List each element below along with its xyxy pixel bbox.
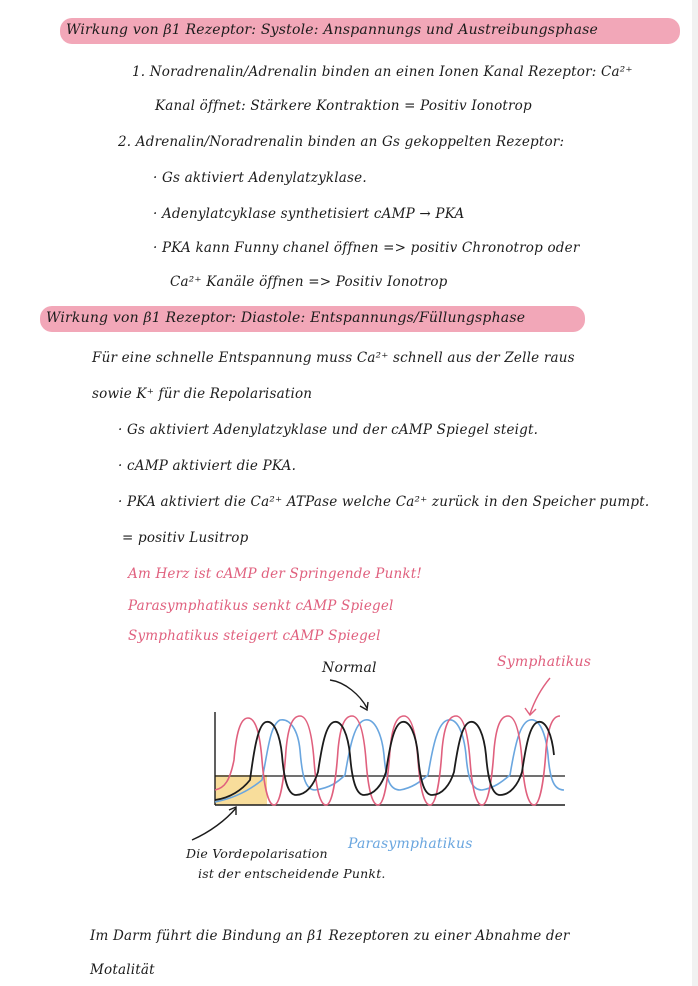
item2-bullet2: · Adenylatcyklase synthetisiert cAMP → PKA xyxy=(153,206,465,222)
label-normal: Normal xyxy=(322,660,377,676)
item2-bullet1: · Gs aktiviert Adenylatzyklase. xyxy=(153,170,367,186)
scrollbar[interactable] xyxy=(692,0,698,986)
diastole-bullet3-cont: = positiv Lusitrop xyxy=(122,530,249,546)
heading-systole: Wirkung von β1 Rezeptor: Systole: Anspannungs und Austreibungsphase xyxy=(66,22,598,38)
diastole-bullet3: · PKA aktiviert die Ca²⁺ ATPase welche Ca²⁺ zurück in den Speicher pumpt. xyxy=(118,494,650,510)
pink-note3: Symphatikus steigert cAMP Spiegel xyxy=(128,628,381,644)
diastole-bullet2: · cAMP aktiviert die PKA. xyxy=(118,458,297,474)
item1-line2: Kanal öffnet: Stärkere Kontraktion = Positiv Ionotrop xyxy=(155,98,532,114)
arrow-normal xyxy=(330,680,367,708)
action-potential-diagram xyxy=(150,640,580,850)
diastole-line2: sowie K⁺ für die Repolarisation xyxy=(92,386,313,402)
heading-diastole: Wirkung von β1 Rezeptor: Diastole: Entspannungs/Füllungsphase xyxy=(46,310,526,326)
caption-line1: Die Vordepolarisation xyxy=(186,846,328,861)
footer-line1: Im Darm führt die Bindung an β1 Rezeptoren zu einer Abnahme der xyxy=(90,928,570,944)
caption-line2: ist der entscheidende Punkt. xyxy=(198,866,386,881)
footer-line2: Motalität xyxy=(90,962,155,978)
item2-line1: 2. Adrenalin/Noradrenalin binden an Gs gekoppelten Rezeptor: xyxy=(118,134,565,150)
item2-bullet3: · PKA kann Funny chanel öffnen => positiv Chronotrop oder xyxy=(153,240,580,256)
diastole-bullet1: · Gs aktiviert Adenylatzyklase und der cAMP Spiegel steigt. xyxy=(118,422,539,438)
item2-bullet3-cont: Ca²⁺ Kanäle öffnen => Positiv Ionotrop xyxy=(170,274,448,290)
arrow-sympathikus xyxy=(530,678,550,714)
diastole-line1: Für eine schnelle Entspannung muss Ca²⁺ schnell aus der Zelle raus xyxy=(92,350,575,366)
pink-note2: Parasymphatikus senkt cAMP Spiegel xyxy=(128,598,394,614)
label-parasympathikus: Parasymphatikus xyxy=(348,836,473,852)
item1-line1: 1. Noradrenalin/Adrenalin binden an einen Ionen Kanal Rezeptor: Ca²⁺ xyxy=(132,64,633,80)
pink-note1: Am Herz ist cAMP der Springende Punkt! xyxy=(128,566,423,582)
label-sympathikus: Symphatikus xyxy=(497,654,592,670)
arrow-vordepolarisation xyxy=(192,808,236,840)
